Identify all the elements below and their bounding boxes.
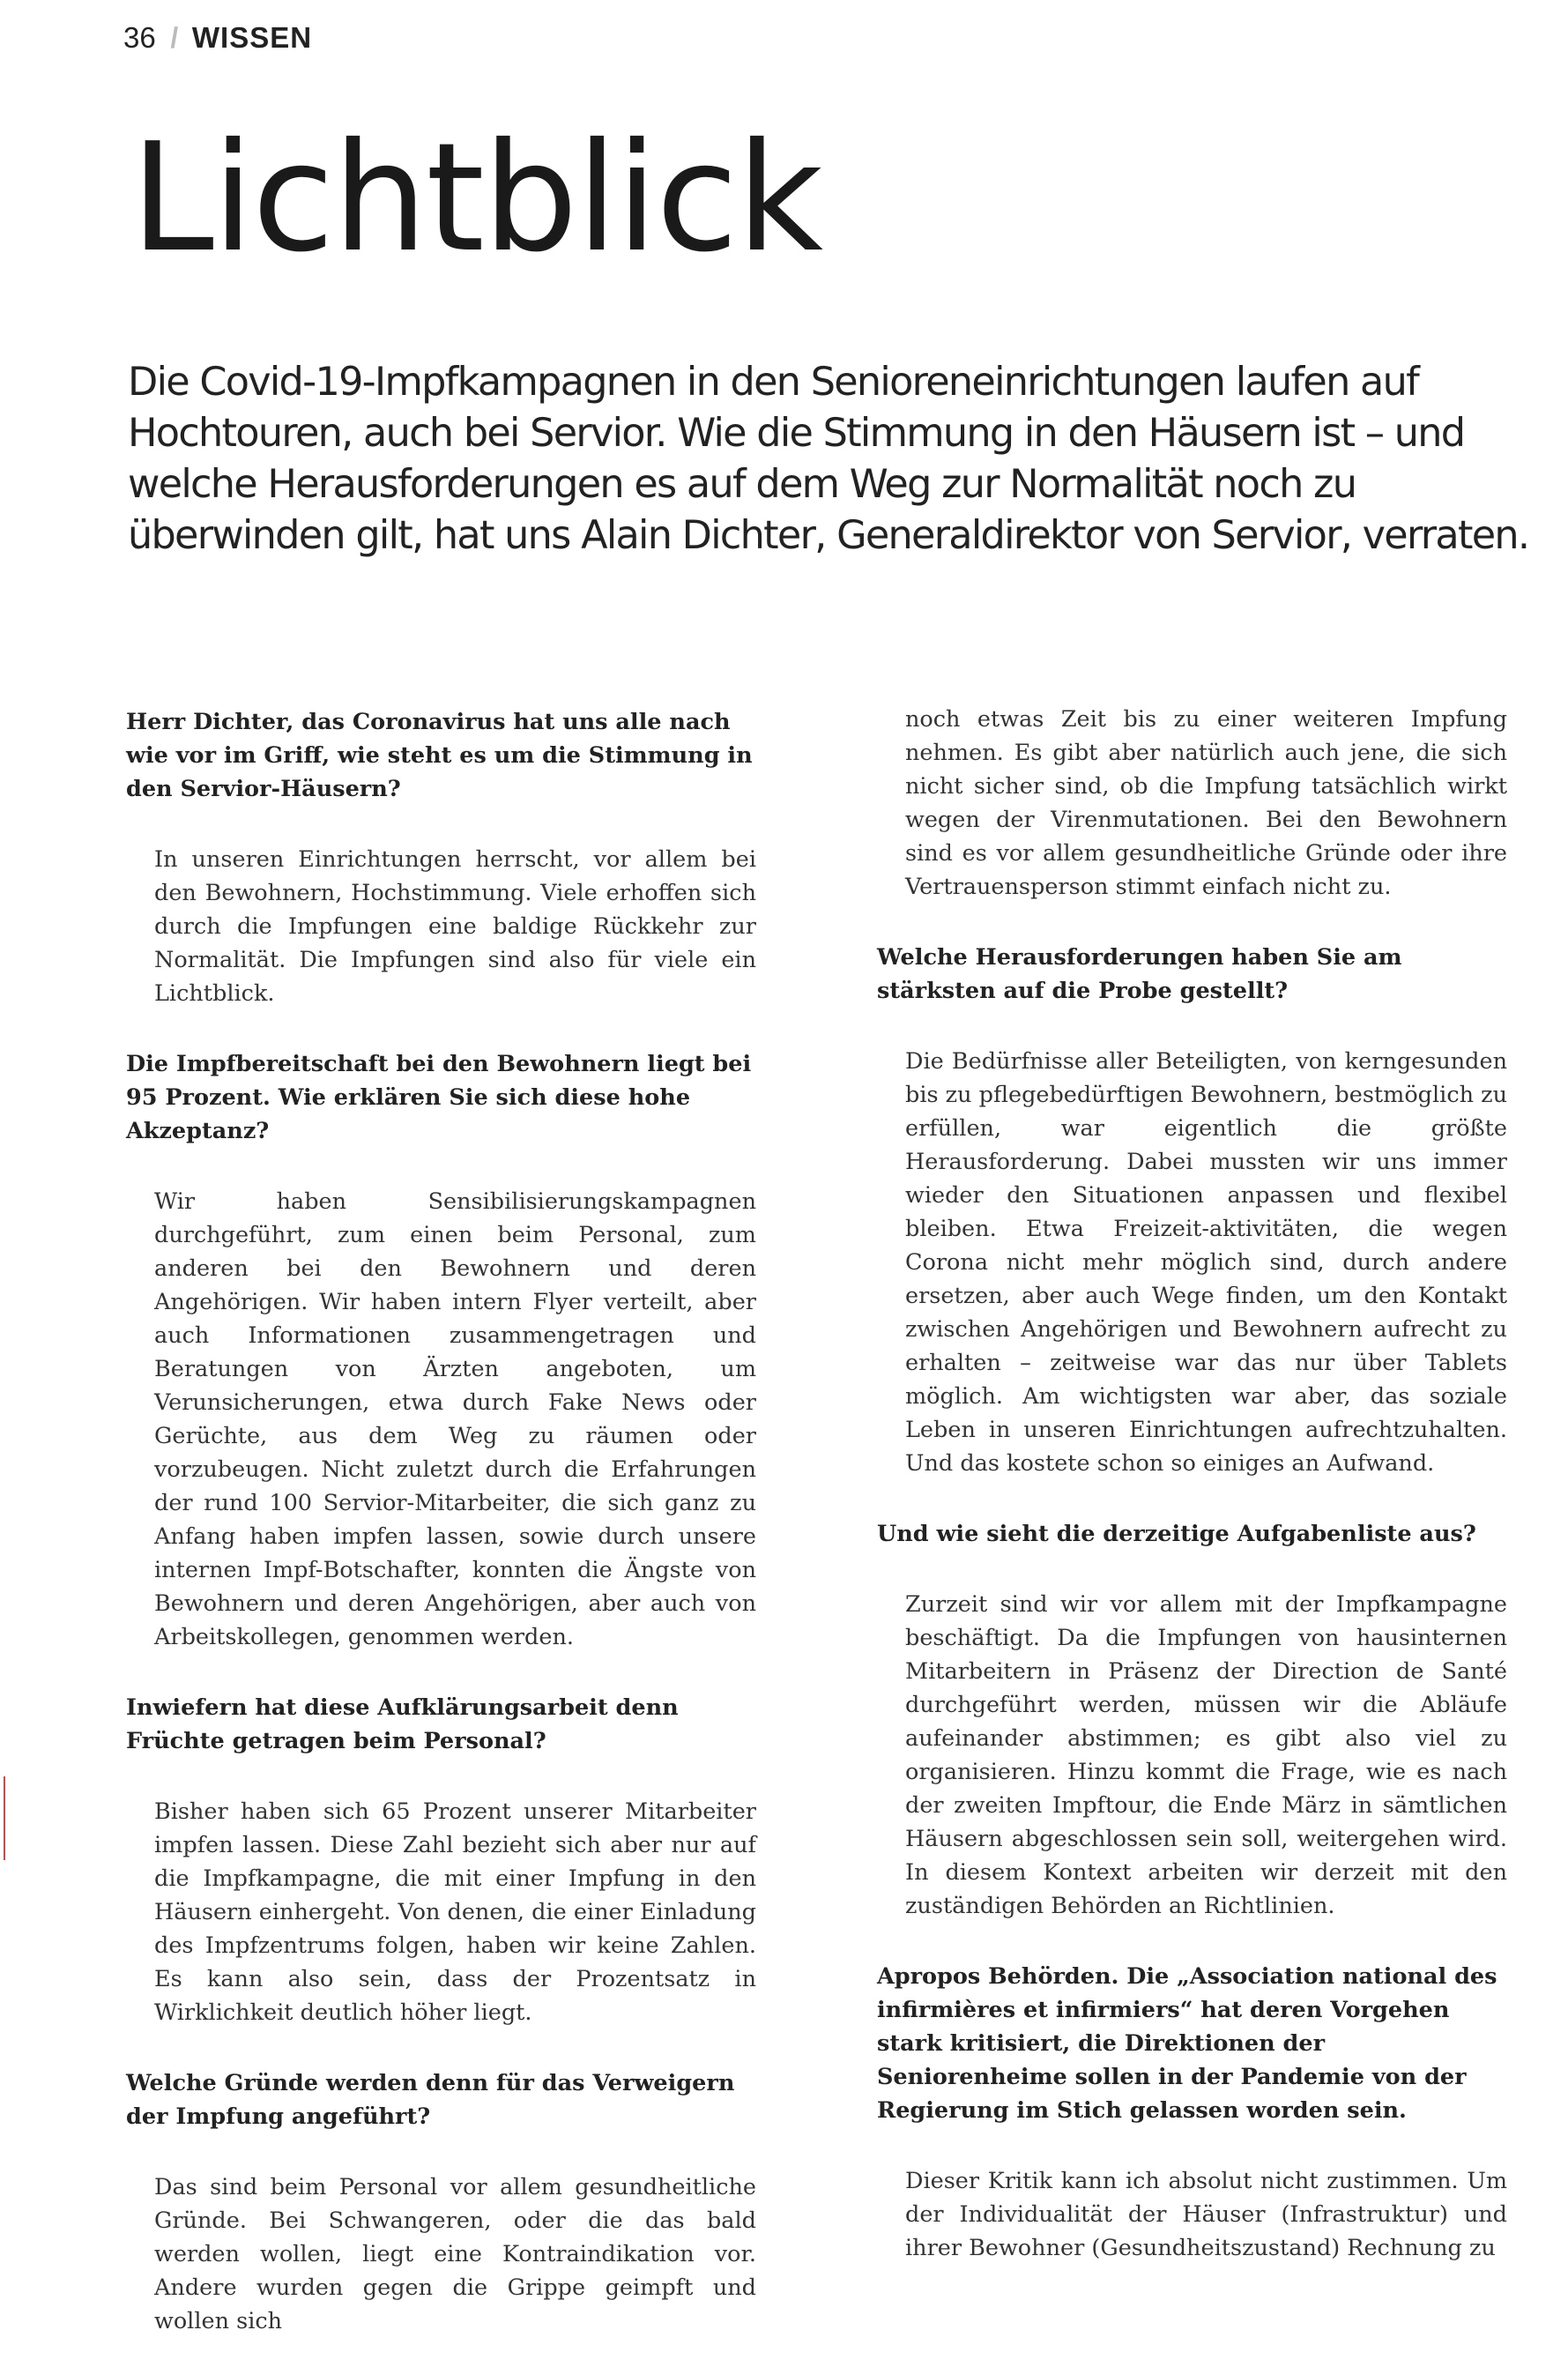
article-title: Lichtblick (130, 111, 822, 286)
interview-question: Apropos Behörden. Die „Association national des infirmières et infirmiers“ hat deren Vorgehen stark kritisiert, die Direktionen der Seniorenheime sollen in der Pandemie von der Regierung im Stich gelassen worden sein. (877, 1963, 1497, 2124)
interview-answer: Zurzeit sind wir vor allem mit der Impfkampagne beschäftigt. Da die Impfungen von hausinternen Mitarbeitern in Präsenz der Direction de Santé durchgeführt werden, müssen wir die Abläufe aufeinander abstimmen; es gibt also viel zu organisieren. Hinzu kommt die Frage, wie es nach der zweiten Impftour, die Ende März in sämtlichen Häusern abgeschlossen sein soll, weitergehen wird. In diesem Kontext arbeiten wir derzeit mit den zuständigen Behörden an Richtlinien. (905, 1591, 1507, 1919)
right-column (877, 703, 1507, 2302)
interview-answer: In unseren Einrichtungen herrscht, vor allem bei den Bewohnern, Hochstimmung. Viele erhoffen sich durch die Impfungen eine baldige Rückkehr zur Normalität. Die Impfungen sind also für viele ein Lichtblick. (154, 846, 756, 1007)
section-label: WISSEN (191, 21, 313, 54)
page-number: 36 (123, 21, 156, 54)
interview-question: Die Impfbereitschaft bei den Bewohnern liegt bei 95 Prozent. Wie erklären Sie sich diese hohe Akzeptanz? (126, 1051, 752, 1144)
interview-question: Herr Dichter, das Coronavirus hat uns alle nach wie vor im Griff, wie steht es um die Stimmung in den Servior-Häusern? (126, 709, 753, 802)
left-column (126, 705, 756, 2375)
interview-question: Inwiefern hat diese Aufklärungsarbeit denn Früchte getragen beim Personal? (126, 1694, 679, 1754)
interview-answer: Bisher haben sich 65 Prozent unserer Mitarbeiter impfen lassen. Diese Zahl bezieht sich aber nur auf die Impfkampagne, die mit einer Impfung in den Häusern einhergeht. Von denen, die einer Einladung des Impfzentrums folgen, haben wir keine Zahlen. Es kann also sein, dass der Prozentsatz in Wirklichkeit deutlich höher liegt. (154, 1798, 756, 2026)
interview-answer: Dieser Kritik kann ich absolut nicht zustimmen. Um der Individualität der Häuser (Infrastruktur) und ihrer Bewohner (Gesundheitszustand) Rechnung zu (905, 2168, 1507, 2261)
running-header (123, 21, 312, 55)
header-separator: \ (164, 21, 184, 54)
interview-answer: Die Bedürfnisse aller Beteiligten, von kerngesunden bis zu pflegebedürftigen Bewohnern, bestmöglich zu erfüllen, war eigentlich die größte Herausforderung. Dabei mussten wir uns immer wieder den Situationen anpassen und flexibel bleiben. Etwa Freizeit-aktivitäten, die wegen Corona nicht mehr möglich sind, durch andere ersetzen, aber auch Wege finden, um den Kontakt zwischen Angehörigen und Bewohnern aufrecht zu erhalten – zeitweise war das nur über Tablets möglich. Am wichtigsten war aber, das soziale Leben in unseren Einrichtungen aufrechtzuhalten. Und das kostete schon so einiges an Aufwand. (905, 1048, 1507, 1477)
interview-answer: Das sind beim Personal vor allem gesundheitliche Gründe. Bei Schwangeren, oder die das bald werden wollen, liegt eine Kontraindikation vor. Andere wurden gegen die Grippe geimpft und wollen sich (154, 2174, 756, 2334)
article-lead: Die Covid-19-Impfkampagnen in den Senioreneinrichtungen laufen auf Hochtouren, auch bei Servior. Wie die Stimmung in den Häusern ist – und welche Herausforderungen es auf dem Weg zur Normalität noch zu überwinden gilt, hat uns Alain Dichter, Generaldirektor von Servior, verraten. (128, 360, 1529, 558)
interview-question: Welche Gründe werden denn für das Verweigern der Impfung angeführt? (126, 2070, 735, 2130)
scan-edge-mark (4, 1776, 5, 1860)
interview-question: Und wie sieht die derzeitige Aufgabenliste aus? (877, 1521, 1476, 1547)
interview-answer: Wir haben Sensibilisierungskampagnen durchgeführt, zum einen beim Personal, zum anderen bei den Bewohnern und deren Angehörigen. Wir haben intern Flyer verteilt, aber auch Informationen zusammengetragen und Beratungen von Ärzten angeboten, um Verunsicherungen, etwa durch Fake News oder Gerüchte, aus dem Weg zu räumen oder vorzubeugen. Nicht zuletzt durch die Erfahrungen der rund 100 Servior-Mitarbeiter, die sich ganz zu Anfang haben impfen lassen, sowie durch unsere internen Impf-Botschafter, konnten die Ängste von Bewohnern und deren Angehörigen, aber auch von Arbeitskollegen, genommen werden. (154, 1188, 756, 1650)
interview-answer-continuation: noch etwas Zeit bis zu einer weiteren Impfung nehmen. Es gibt aber natürlich auch jene, die sich nicht sicher sind, ob die Impfung tatsächlich wirkt wegen der Virenmutationen. Bei den Bewohnern sind es vor allem gesundheitliche Gründe oder ihre Vertrauensperson stimmt einfach nicht zu. (905, 706, 1507, 900)
interview-question: Welche Herausforderungen haben Sie am stärksten auf die Probe gestellt? (877, 944, 1402, 1004)
